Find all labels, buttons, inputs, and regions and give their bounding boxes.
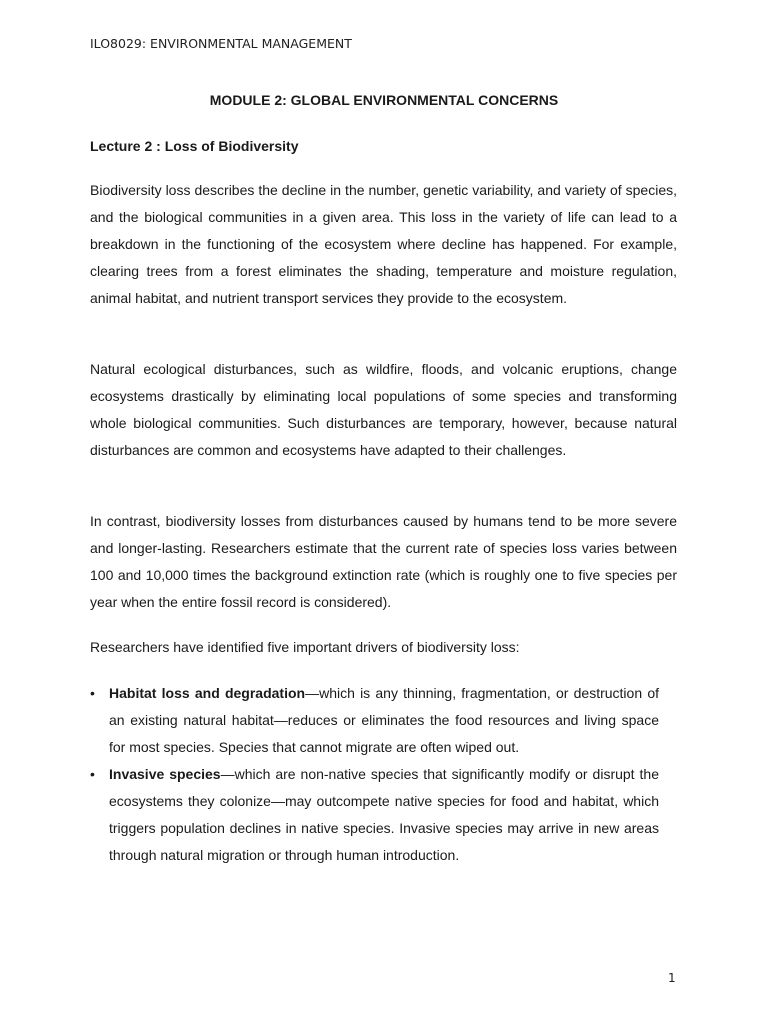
term-habitat-loss: Habitat loss and degradation [109, 685, 306, 701]
list-item-habitat-loss [90, 680, 659, 761]
page-header: ILO8029: ENVIRONMENTAL MANAGEMENT [90, 36, 352, 51]
paragraph-natural-disturbances: Natural ecological disturbances, such as wildfire, floods, and volcanic eruptions, change ecosystems drastically by eliminating local populations of some species and transforming whole biological communities. Such disturbances are temporary, however, because natural disturbances are common and ecosystems have adapted to their challenges. [90, 361, 677, 458]
bullet-icon: • [90, 766, 95, 782]
paragraph-definition: Biodiversity loss describes the decline in the number, genetic variability, and variety of species, and the biological communities in a given area. This loss in the variety of life can lead to a breakdown in the functioning of the ecosystem where decline has happened. For example, clearing trees from a forest eliminates the shading, temperature and moisture regulation, animal habitat, and nutrient transport services they provide to the ecosystem. [90, 182, 677, 306]
bullet-icon: • [90, 685, 95, 701]
term-invasive-species: Invasive species [109, 766, 221, 782]
lecture-title: Lecture 2 : Loss of Biodiversity [90, 138, 299, 154]
paragraph-drivers-intro: Researchers have identified five important drivers of biodiversity loss: [90, 639, 520, 655]
drivers-list [90, 680, 659, 869]
description-habitat-loss: —which is any thinning, fragmentation, or destruction of an existing natural habitat—reduces or eliminates the food resources and living space for most species. Species that cannot migrate are often wiped out. [109, 685, 659, 755]
description-invasive-species: —which are non-native species that significantly modify or disrupt the ecosystems they colonize—may outcompete native species for food and habitat, which triggers population declines in native species. Invasive species may arrive in new areas through natural migration or through human introduction. [109, 766, 659, 863]
list-item-invasive-species [90, 761, 659, 869]
module-title: MODULE 2: GLOBAL ENVIRONMENTAL CONCERNS [209, 92, 559, 108]
paragraph-human-disturbances: In contrast, biodiversity losses from disturbances caused by humans tend to be more severe and longer-lasting. Researchers estimate that the current rate of species loss varies between 100 and 10,000 times the background extinction rate (which is roughly one to five species per year when the entire fossil record is considered). [90, 513, 677, 610]
page-number: 1 [668, 971, 676, 985]
